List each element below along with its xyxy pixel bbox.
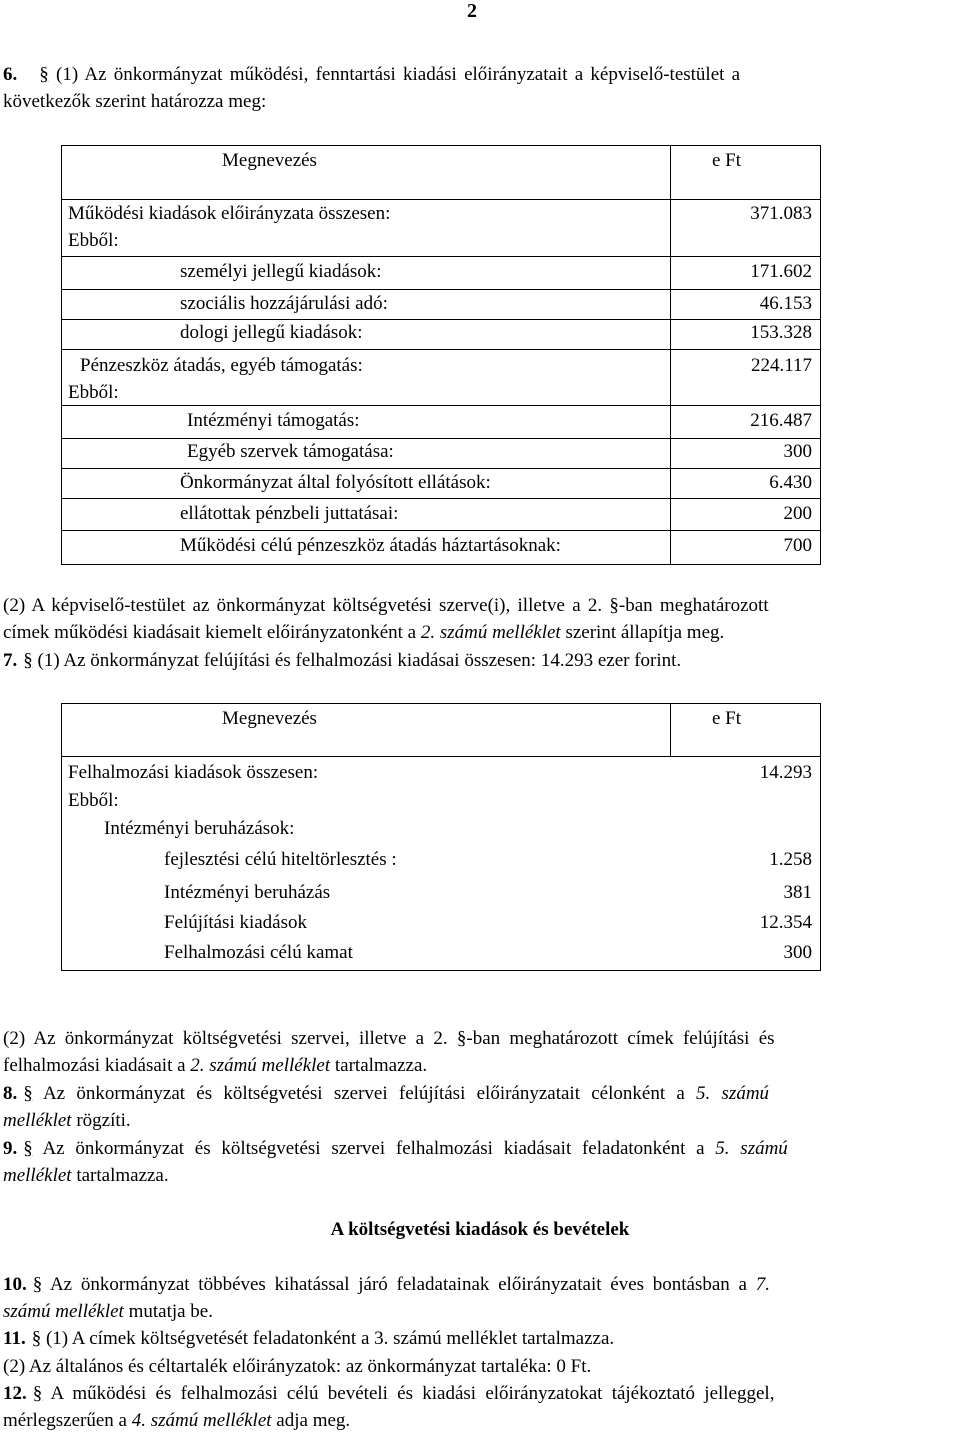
table-row-label: ellátottak pénzbeli juttatásai: [180, 503, 399, 524]
table-row-label: szociális hozzájárulási adó: [180, 293, 388, 314]
annex-ref: melléklet [3, 1165, 72, 1186]
table-1-header-name: Megnevezés [222, 150, 317, 171]
table-row-label: személyi jellegű kiadások: [180, 261, 382, 282]
table-row-label: Működési célú pénzeszköz átadás háztartásoknak: [180, 535, 561, 556]
section-sign: § [23, 1083, 33, 1104]
table-row-value: 371.083 [750, 203, 812, 224]
section-sign: § [31, 1328, 42, 1349]
paragraph-12-line1 [3, 1383, 774, 1405]
table-row-label: Ebből: [68, 230, 119, 251]
table-row-value: 6.430 [769, 472, 812, 493]
table-1-header-divider [61, 199, 821, 200]
paragraph-text: (1) Az önkormányzat működési, fenntartási kiadási előirányzatait a képviselő-testület a [48, 64, 741, 85]
text: tartalmazza. [330, 1055, 428, 1076]
text: adja meg. [271, 1410, 351, 1431]
table-row-value: 381 [783, 882, 812, 903]
table-row-label: Felhalmozási kiadások összesen: [68, 762, 319, 783]
text: Az önkormányzat többéves kihatással járó feladatainak előirányzatait éves bontásban a [42, 1274, 756, 1295]
paragraph-6-line2: következők szerint határozza meg: [3, 91, 267, 112]
text: A működési és felhalmozási célú bevételi és kiadási előirányzatokat tájékoztató jelleggel, [42, 1383, 775, 1404]
text: Az önkormányzat és költségvetési szervei felújítási előirányzatait célonként a [32, 1083, 697, 1104]
table-row-value: 300 [783, 942, 812, 963]
paragraph-text: (1) Az önkormányzat felújítási és felhalmozási kiadásai összesen: 14.293 ezer forint. [32, 650, 682, 671]
table-row-label: fejlesztési célú hiteltörlesztés : [164, 849, 397, 870]
paragraph-6-line1 [3, 64, 740, 86]
section-sign: § [32, 1383, 43, 1404]
table-2-col-divider [670, 703, 671, 756]
section-sign: § [23, 650, 33, 671]
table-row-label: Intézményi beruházás [164, 882, 331, 903]
paragraph-10-line2 [3, 1301, 213, 1323]
table-row-label: Működési kiadások előirányzata összesen: [68, 203, 391, 224]
table-row-value: 216.487 [750, 410, 812, 431]
paragraph-8-line1 [3, 1083, 769, 1105]
paragraph-number: 9. [3, 1138, 18, 1159]
text: rögzíti. [71, 1110, 131, 1131]
table-row-label: dologi jellegű kiadások: [180, 322, 363, 343]
paragraph-9-line1 [3, 1138, 788, 1160]
text: szerint állapítja meg. [560, 622, 725, 643]
section-heading: A költségvetési kiadások és bevételek [330, 1219, 630, 1240]
paragraph-9-line2 [3, 1165, 169, 1187]
paragraph-7-2-line1: (2) Az önkormányzat költségvetési szervei, illetve a 2. §-ban meghatározott címek felújítási és [3, 1028, 775, 1049]
text: felhalmozási kiadásait a [3, 1055, 191, 1076]
table-2-header-name: Megnevezés [222, 708, 317, 729]
paragraph-11-line1 [3, 1328, 614, 1350]
table-row-label: Intézményi támogatás: [187, 410, 360, 431]
text: mutatja be. [123, 1301, 213, 1322]
table-row-label: Ebből: [68, 382, 119, 403]
text: (1) A címek költségvetését feladatonként a 3. számú melléklet tartalmazza. [41, 1328, 615, 1349]
table-row-value: 171.602 [750, 261, 812, 282]
page-number: 2 [467, 0, 477, 22]
paragraph-number: 10. [3, 1274, 27, 1295]
text: mérlegszerűen a [3, 1410, 132, 1431]
table-1-col-divider [670, 145, 671, 565]
paragraph-number: 6. [3, 64, 18, 85]
annex-ref: 7. [755, 1274, 770, 1295]
table-row-value: 14.293 [759, 762, 812, 783]
row-divider [61, 438, 821, 439]
row-divider [61, 468, 821, 469]
paragraph-12-line2 [3, 1410, 350, 1432]
table-1-header-unit: e Ft [712, 150, 742, 171]
section-sign: § [39, 64, 49, 85]
paragraph-6-2-line1: (2) A képviselő-testület az önkormányzat költségvetési szerve(i), illetve a 2. §-ban meghatározott [3, 595, 769, 616]
paragraph-number: 11. [3, 1328, 26, 1349]
paragraph-number: 7. [3, 650, 18, 671]
paragraph-6-2-line2 [3, 622, 724, 644]
annex-ref: 2. számú melléklet [190, 1055, 331, 1076]
annex-ref: melléklet [3, 1110, 72, 1131]
table-row-label: Önkormányzat által folyósított ellátások: [180, 472, 491, 493]
table-row-label: Egyéb szervek támogatása: [187, 441, 394, 462]
paragraph-number: 8. [3, 1083, 18, 1104]
table-row-value: 200 [783, 503, 812, 524]
table-row-value: 1.258 [769, 849, 812, 870]
table-row-value: 700 [783, 535, 812, 556]
table-row-label: Felújítási kiadások [164, 912, 308, 933]
row-divider [61, 530, 821, 531]
table-row-label: Ebből: [68, 790, 119, 811]
annex-ref: számú melléklet [3, 1301, 124, 1322]
annex-ref: 2. számú melléklet [420, 622, 561, 643]
paragraph-7-line1 [3, 650, 681, 672]
table-row-value: 300 [783, 441, 812, 462]
table-row-value: 224.117 [750, 355, 812, 376]
annex-ref: 4. számú melléklet [131, 1410, 272, 1431]
annex-ref: 5. számú [715, 1138, 788, 1159]
text: Az önkormányzat és költségvetési szervei felhalmozási kiadásait feladatonként a [32, 1138, 716, 1159]
paragraph-11-line2: (2) Az általános és céltartalék előirányzatok: az önkormányzat tartaléka: 0 Ft. [3, 1356, 592, 1377]
table-row-label: Felhalmozási célú kamat [164, 942, 353, 963]
row-divider [61, 289, 821, 290]
table-row-label: Intézményi beruházások: [104, 818, 295, 839]
row-divider [61, 319, 821, 320]
table-row-value: 153.328 [750, 322, 812, 343]
paragraph-number: 12. [3, 1383, 27, 1404]
section-sign: § [23, 1138, 33, 1159]
table-row-value: 12.354 [759, 912, 812, 933]
row-divider [61, 349, 821, 350]
row-divider [61, 405, 821, 406]
section-sign: § [32, 1274, 43, 1295]
paragraph-8-line2 [3, 1110, 131, 1132]
table-2-header-divider [61, 756, 821, 757]
paragraph-10-line1 [3, 1274, 770, 1296]
table-2-header-unit: e Ft [712, 708, 742, 729]
table-row-label: Pénzeszköz átadás, egyéb támogatás: [80, 355, 363, 376]
row-divider [61, 498, 821, 499]
table-row-value: 46.153 [759, 293, 812, 314]
annex-ref: 5. számú [696, 1083, 770, 1104]
paragraph-7-2-line2 [3, 1055, 427, 1077]
text: címek működési kiadásait kiemelt előirányzatonként a [3, 622, 421, 643]
row-divider [61, 256, 821, 257]
text: tartalmazza. [71, 1165, 169, 1186]
